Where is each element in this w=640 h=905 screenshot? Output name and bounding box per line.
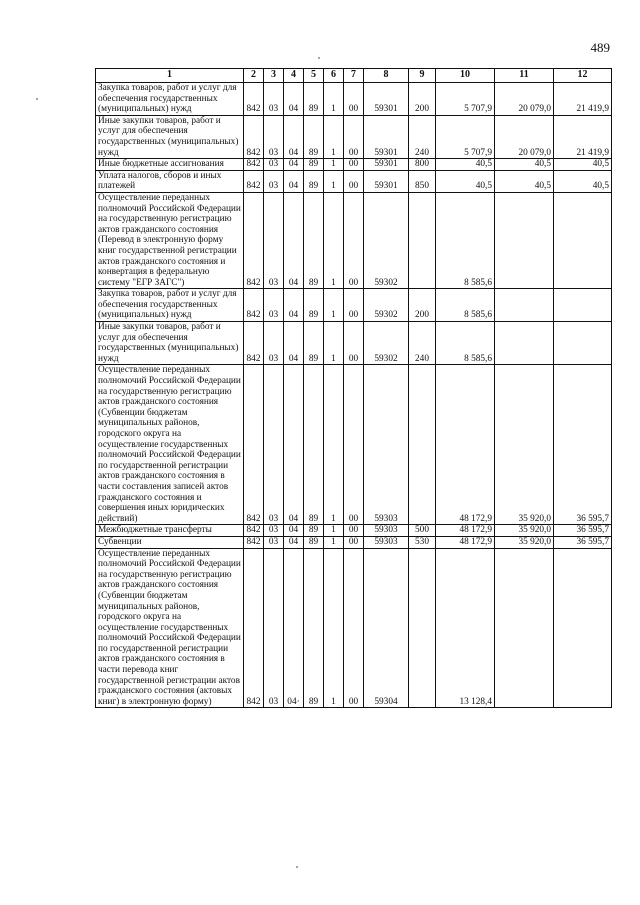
section-code: 03 xyxy=(264,115,284,158)
table-row xyxy=(96,548,612,708)
subprogram-code: 1 xyxy=(324,322,344,365)
expense-type-code: 850 xyxy=(409,170,436,192)
table-row xyxy=(96,83,612,116)
admin-code: 842 xyxy=(244,170,264,192)
table-row xyxy=(96,525,612,537)
expense-type-code: 240 xyxy=(409,115,436,158)
amount-col10: 48 172,9 xyxy=(436,536,495,548)
program-code: 89 xyxy=(304,83,324,116)
direction-code: 59303 xyxy=(364,365,409,525)
expense-type-code: 500 xyxy=(409,525,436,537)
subsection-code: 04 xyxy=(284,365,304,525)
direction-code: 59302 xyxy=(364,192,409,288)
amount-col11 xyxy=(495,322,554,365)
admin-code: 842 xyxy=(244,548,264,708)
program-code: 89 xyxy=(304,289,324,322)
table-row xyxy=(96,170,612,192)
item-name: Уплата налогов, сборов и иных платежей xyxy=(96,170,244,192)
subsection-code: 04 xyxy=(284,289,304,322)
page-number: 489 xyxy=(590,40,610,55)
column-header: 10 xyxy=(436,69,495,83)
admin-code: 842 xyxy=(244,115,264,158)
program-code: 89 xyxy=(304,159,324,171)
direction-code: 59304 xyxy=(364,548,409,708)
table-row xyxy=(96,159,612,171)
subsection-code: 04 xyxy=(284,322,304,365)
scan-speck xyxy=(318,57,320,59)
item-name: Закупка товаров, работ и услуг для обеспечения государственных (муниципальных) нужд xyxy=(96,83,244,116)
expense-type-code: 800 xyxy=(409,159,436,171)
program-code: 89 xyxy=(304,536,324,548)
direction-code: 59303 xyxy=(364,536,409,548)
column-header: 9 xyxy=(409,69,436,83)
item-name: Осуществление переданных полномочий Российской Федерации на государственную регистрацию актов гражданского состояния (Субвенции бюджетам муниципальных районов, городского округа на осуществление государственных полномочий Российской Федерации по государственной регистрации актов гражданского состояния в части составления записей актов гражданского состояния и совершения иных юридических действий) xyxy=(96,365,244,525)
amount-col12: 21 419,9 xyxy=(554,83,612,116)
amount-col12: 21 419,9 xyxy=(554,115,612,158)
amount-col11 xyxy=(495,548,554,708)
section-code: 03 xyxy=(264,365,284,525)
direction-code: 59301 xyxy=(364,159,409,171)
amount-col11 xyxy=(495,192,554,288)
amount-col12: 40,5 xyxy=(554,170,612,192)
direction-code: 59301 xyxy=(364,115,409,158)
section-code: 03 xyxy=(264,322,284,365)
section-code: 03 xyxy=(264,525,284,537)
item-name: Субвенции xyxy=(96,536,244,548)
scan-speck xyxy=(296,866,298,868)
expense-type-code xyxy=(409,365,436,525)
amount-col12: 36 595,7 xyxy=(554,536,612,548)
section-code: 03 xyxy=(264,159,284,171)
event-code: 00 xyxy=(344,536,364,548)
amount-col10: 40,5 xyxy=(436,170,495,192)
section-code: 03 xyxy=(264,192,284,288)
expense-type-code: 530 xyxy=(409,536,436,548)
subsection-code: 04 xyxy=(284,115,304,158)
table-row xyxy=(96,115,612,158)
section-code: 03 xyxy=(264,83,284,116)
item-name: Осуществление переданных полномочий Российской Федерации на государственную регистрацию актов гражданского состояния (Субвенции бюджетам муниципальных районов, городского округа на осуществление государственных полномочий Российской Федерации по государственной регистрации актов гражданского состояния в части перевода книг государственной регистрации актов гражданского состояния (актовых книг) в электронную форму) xyxy=(96,548,244,708)
item-name: Закупка товаров, работ и услуг для обеспечения государственных (муниципальных) нужд xyxy=(96,289,244,322)
expense-type-code: 200 xyxy=(409,289,436,322)
event-code: 00 xyxy=(344,159,364,171)
budget-table xyxy=(95,68,612,708)
direction-code: 59301 xyxy=(364,170,409,192)
amount-col11: 35 920,0 xyxy=(495,365,554,525)
admin-code: 842 xyxy=(244,159,264,171)
admin-code: 842 xyxy=(244,289,264,322)
column-header: 3 xyxy=(264,69,284,83)
amount-col10: 48 172,9 xyxy=(436,365,495,525)
subsection-code: 04 xyxy=(284,170,304,192)
amount-col10: 48 172,9 xyxy=(436,525,495,537)
amount-col11: 20 079,0 xyxy=(495,115,554,158)
subsection-code: 04 xyxy=(284,525,304,537)
subprogram-code: 1 xyxy=(324,525,344,537)
program-code: 89 xyxy=(304,322,324,365)
section-code: 03 xyxy=(264,289,284,322)
column-header: 12 xyxy=(554,69,612,83)
admin-code: 842 xyxy=(244,365,264,525)
event-code: 00 xyxy=(344,525,364,537)
table-header-row xyxy=(96,69,612,83)
amount-col12 xyxy=(554,289,612,322)
column-header: 4 xyxy=(284,69,304,83)
expense-type-code xyxy=(409,548,436,708)
event-code: 00 xyxy=(344,83,364,116)
amount-col10: 13 128,4 xyxy=(436,548,495,708)
subprogram-code: 1 xyxy=(324,170,344,192)
amount-col12: 36 595,7 xyxy=(554,365,612,525)
amount-col10: 8 585,6 xyxy=(436,289,495,322)
table-row xyxy=(96,365,612,525)
subsection-code: 04 xyxy=(284,159,304,171)
event-code: 00 xyxy=(344,322,364,365)
event-code: 00 xyxy=(344,365,364,525)
amount-col11: 35 920,0 xyxy=(495,525,554,537)
subprogram-code: 1 xyxy=(324,192,344,288)
amount-col10: 8 585,6 xyxy=(436,322,495,365)
subsection-code: 04 xyxy=(284,192,304,288)
scan-speck xyxy=(36,98,38,100)
program-code: 89 xyxy=(304,192,324,288)
program-code: 89 xyxy=(304,548,324,708)
table-row xyxy=(96,192,612,288)
event-code: 00 xyxy=(344,115,364,158)
event-code: 00 xyxy=(344,170,364,192)
direction-code: 59301 xyxy=(364,83,409,116)
amount-col11: 40,5 xyxy=(495,159,554,171)
amount-col11: 35 920,0 xyxy=(495,536,554,548)
amount-col11 xyxy=(495,289,554,322)
amount-col10: 5 707,9 xyxy=(436,83,495,116)
amount-col12 xyxy=(554,548,612,708)
table-row xyxy=(96,322,612,365)
event-code: 00 xyxy=(344,548,364,708)
amount-col12 xyxy=(554,322,612,365)
subprogram-code: 1 xyxy=(324,115,344,158)
subprogram-code: 1 xyxy=(324,159,344,171)
section-code: 03 xyxy=(264,170,284,192)
column-header: 8 xyxy=(364,69,409,83)
program-code: 89 xyxy=(304,525,324,537)
amount-col11: 40,5 xyxy=(495,170,554,192)
item-name: Межбюджетные трансферты xyxy=(96,525,244,537)
amount-col11: 20 079,0 xyxy=(495,83,554,116)
amount-col12: 36 595,7 xyxy=(554,525,612,537)
item-name: Иные закупки товаров, работ и услуг для обеспечения государственных (муниципальных) нужд xyxy=(96,322,244,365)
event-code: 00 xyxy=(344,192,364,288)
item-name: Иные бюджетные ассигнования xyxy=(96,159,244,171)
item-name: Осуществление переданных полномочий Российской Федерации на государственную регистрацию актов гражданского состояния (Перевод в электронную форму книг государственной регистрации актов гражданского состояния и конвертация в федеральную систему "ЕГР ЗАГС") xyxy=(96,192,244,288)
amount-col12 xyxy=(554,192,612,288)
subprogram-code: 1 xyxy=(324,289,344,322)
admin-code: 842 xyxy=(244,536,264,548)
admin-code: 842 xyxy=(244,525,264,537)
subsection-code: 04 xyxy=(284,83,304,116)
subprogram-code: 1 xyxy=(324,83,344,116)
expense-type-code: 240 xyxy=(409,322,436,365)
subprogram-code: 1 xyxy=(324,365,344,525)
event-code: 00 xyxy=(344,289,364,322)
amount-col10: 8 585,6 xyxy=(436,192,495,288)
expense-type-code xyxy=(409,192,436,288)
subsection-code: 04 xyxy=(284,536,304,548)
column-header: 2 xyxy=(244,69,264,83)
table-row xyxy=(96,536,612,548)
subprogram-code: 1 xyxy=(324,536,344,548)
direction-code: 59302 xyxy=(364,289,409,322)
column-header: 11 xyxy=(495,69,554,83)
section-code: 03 xyxy=(264,536,284,548)
direction-code: 59302 xyxy=(364,322,409,365)
admin-code: 842 xyxy=(244,322,264,365)
item-name: Иные закупки товаров, работ и услуг для обеспечения государственных (муниципальных) нужд xyxy=(96,115,244,158)
amount-col10: 40,5 xyxy=(436,159,495,171)
column-header: 6 xyxy=(324,69,344,83)
amount-col12: 40,5 xyxy=(554,159,612,171)
expense-type-code: 200 xyxy=(409,83,436,116)
program-code: 89 xyxy=(304,365,324,525)
direction-code: 59303 xyxy=(364,525,409,537)
subsection-code: 04· xyxy=(284,548,304,708)
column-header: 7 xyxy=(344,69,364,83)
column-header: 1 xyxy=(96,69,244,83)
program-code: 89 xyxy=(304,115,324,158)
section-code: 03 xyxy=(264,548,284,708)
table-row xyxy=(96,289,612,322)
amount-col10: 5 707,9 xyxy=(436,115,495,158)
admin-code: 842 xyxy=(244,83,264,116)
admin-code: 842 xyxy=(244,192,264,288)
program-code: 89 xyxy=(304,170,324,192)
column-header: 5 xyxy=(304,69,324,83)
subprogram-code: 1 xyxy=(324,548,344,708)
